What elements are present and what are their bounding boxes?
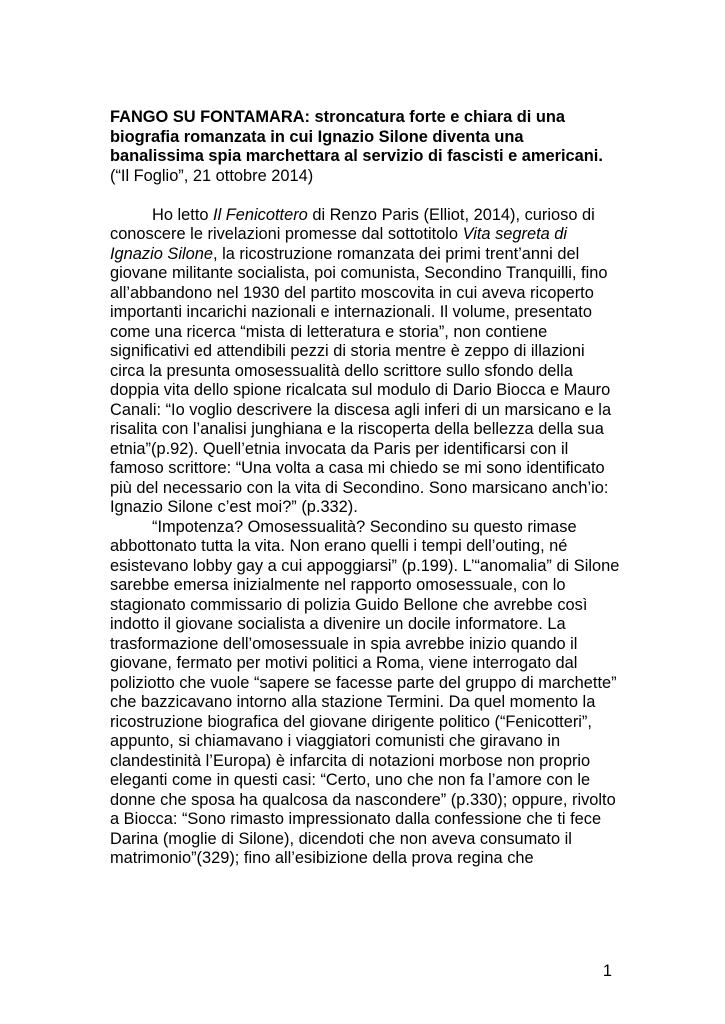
paragraph-1-text-a: Ho letto (152, 205, 214, 224)
book-title: Il Fenicottero (213, 205, 308, 224)
paragraph-1-text-b: di Renzo Paris (Elliot, 2014), curioso di conoscere le rivelazioni promesse dal sottotitolo (110, 205, 595, 243)
paragraph-2: “Impotenza? Omosessualità? Secondino su questo rimase abbottonato tutta la vita. Non erano quelli i tempi dell’outing, né esistevano lobby gay a cui appoggiarsi” (p.199). L’“anomalia” di Silone sarebbe emersa inizialmente nel rapporto omosessuale, con lo stagionato commissario di polizia Guido Bellone che avrebbe così indotto il giovane socialista a divenire un docile informatore. La trasformazione dell’omosessuale in spia avrebbe inizio quando il giovane, fermato per motivi politici a Roma, viene interrogato dal poliziotto che vuole “sapere se facesse parte del gruppo di marchette” che bazzicavano intorno alla stazione Termini. Da quel momento la ricostruzione biografica del giovane dirigente politico (“Fenicotteri”, appunto, si chiamavano i viaggiatori comunisti che giravano in clandestinità l’Europa) è infarcita di notazioni morbose non proprio eleganti come in questi casi: “Certo, uno che non fa l’amore con le donne che sposa ha qualcosa da nascondere” (p.330); oppure, rivolto a Biocca: “Sono rimasto impressionato dalla confessione che ti fece Darina (moglie di Silone), dicendoti che non aveva consumato il matrimonio”(329); fino all’esibizione della prova regina che (110, 517, 620, 867)
article-title: FANGO SU FONTAMARA: stroncatura forte e chiara di una biografia romanzata in cui Ignazio Silone diventa una banalissima spia marchettara al servizio di fascisti e americani. (110, 108, 603, 165)
article-source: (“Il Foglio”, 21 ottobre 2014) (110, 166, 314, 185)
page-number: 1 (602, 962, 612, 980)
paragraph-1 (110, 206, 620, 518)
document-body (110, 108, 620, 869)
paragraph-1-text-c: , la ricostruzione romanzata dei primi trent’anni del giovane militante socialista, poi comunista, Secondino Tranquilli, fino all’abbandono nel 1930 del partito moscovita in cui aveva ricoperto importanti incarichi nazionali e internazionali. Il volume, presentato come una ricerca “mista di letteratura e storia”, non contiene significativi ed attendibili pezzi di storia mentre è zeppo di illazioni circa la presunta omosessualità dello scrittore sullo sfondo della doppia vita dello spione ricalcata sul modulo di Dario Biocca e Mauro Canali: “Io voglio descrivere la discesa agli inferi di un marsicano e la risalita con l’analisi junghiana e la riscoperta della bellezza della sua etnia”(p.92). Quell’etnia invocata da Paris per identificarsi con il famoso scrittore: “Una volta a casa mi chiedo se mi sono identificato più del necessario con la vita di Secondino. Sono marsicano anch’io: Ignazio Silone c’est moi?” (p.332). (110, 244, 612, 516)
book-subtitle: Vita segreta di Ignazio Silone (110, 225, 568, 263)
